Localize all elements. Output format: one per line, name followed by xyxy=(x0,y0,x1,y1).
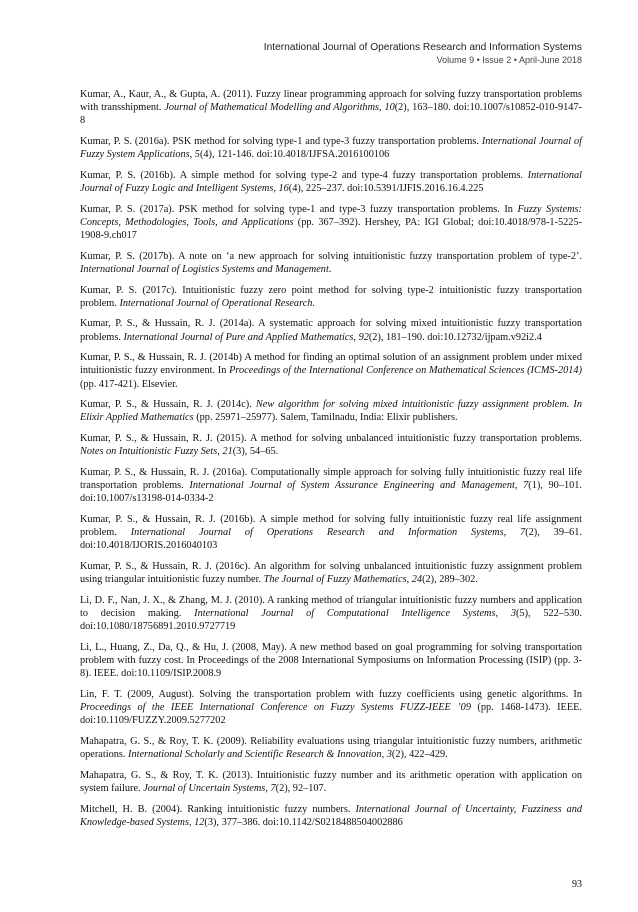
reference-italic-text: New algorithm for solving mixed intuitionistic fuzzy assignment problem. In Elixir Applied Mathematics xyxy=(80,399,582,424)
reference-text: Kumar, P. S., & Hussain, R. J. (2016c). An algorithm for solving unbalanced intuitionistic fuzzy assignment problem using triangular intuitionistic fuzzy number. xyxy=(80,560,582,586)
reference-text: Kumar, P. S. (2017a). PSK method for solving type-1 and type-3 fuzzy transportation problems. In xyxy=(80,203,518,215)
reference-text: . xyxy=(312,297,315,309)
reference-text: Lin, F. T. (2009, August). Solving the transportation problem with fuzzy coefficients using genetic algorithms. In xyxy=(80,688,582,700)
reference-text: , xyxy=(381,748,387,760)
reference-italic-text: Journal of Uncertain Systems xyxy=(143,782,266,794)
reference-entry xyxy=(80,398,582,424)
reference-italic-text: Proceedings of the International Conference on Mathematical Sciences (ICMS-2014) xyxy=(229,365,583,377)
page-number: 93 xyxy=(572,879,582,890)
reference-italic-text: International Journal of Fuzzy System Applications xyxy=(80,135,582,161)
reference-italic-text: 7 xyxy=(520,527,526,539)
reference-italic-text: International Journal of Uncertainty, Fuzziness and Knowledge-based Systems xyxy=(80,803,582,828)
reference-text: (1), 90–101. doi:10.1007/s13198-014-0334-2 xyxy=(80,480,582,505)
reference-italic-text: International Journal of Logistics Systems and Management xyxy=(80,263,329,275)
issue-info: Volume 9 • Issue 2 • April-June 2018 xyxy=(436,55,582,65)
reference-text: Kumar, P. S., & Hussain, R. J. (2014a). A systematic approach for solving mixed intuitionistic fuzzy transportation problems. xyxy=(80,318,582,343)
reference-text: , xyxy=(273,182,279,194)
reference-italic-text: International Journal of Pure and Applied Mathematics xyxy=(123,331,354,343)
reference-text: Li, D. F., Nan, J. X., & Zhang, M. J. (2010). A ranking method of triangular intuitionistic fuzzy numbers and application to decision making. xyxy=(80,594,582,619)
reference-entry xyxy=(80,135,582,161)
reference-italic-text: The Journal of Fuzzy Mathematics xyxy=(263,574,407,586)
reference-entry xyxy=(80,88,582,127)
reference-italic-text: International Journal of Operations Research and Information Systems xyxy=(130,527,504,539)
reference-entry xyxy=(80,203,582,242)
running-header xyxy=(264,41,582,66)
reference-entry xyxy=(80,688,582,727)
reference-text: Kumar, P. S., & Hussain, R. J. (2014c). xyxy=(80,399,256,411)
reference-italic-text: 3 xyxy=(386,748,392,760)
reference-text: (2), 163–180. doi:10.1007/s10852-010-9147-8 xyxy=(80,102,582,127)
reference-italic-text: 3 xyxy=(510,607,516,619)
reference-entry xyxy=(80,594,582,633)
reference-italic-text: 7 xyxy=(270,782,276,794)
reference-entry xyxy=(80,560,582,586)
reference-text: , xyxy=(217,446,223,458)
reference-text: (4), 121-146. doi:10.4018/IJFSA.2016100106 xyxy=(199,149,390,161)
reference-italic-text: 5 xyxy=(194,149,200,161)
reference-text: , xyxy=(353,331,359,343)
reference-text: Kumar, P. S. (2016b). A simple method for solving type-2 and type-4 fuzzy transportation problems. xyxy=(80,169,528,181)
reference-italic-text: 92 xyxy=(358,331,369,343)
reference-italic-text: 21 xyxy=(222,446,233,458)
reference-text: (3), 54–65. xyxy=(232,446,279,458)
reference-text: , xyxy=(514,480,524,492)
reference-text: (5), 522–530. doi:10.1080/18756891.2010.9727719 xyxy=(80,607,582,633)
reference-text: Kumar, P. S., & Hussain, R. J. (2015). A method for solving unbalanced intuitionistic fuzzy transportation problems. xyxy=(80,433,582,445)
reference-italic-text: 7 xyxy=(523,480,529,492)
reference-entry xyxy=(80,513,582,552)
reference-entry xyxy=(80,169,582,195)
reference-text: (pp. 25971–25977). Salem, Tamilnadu, India: Elixir publishers. xyxy=(193,412,458,424)
reference-italic-text: 16 xyxy=(278,182,289,194)
reference-text: Li, L., Huang, Z., Da, Q., & Hu, J. (2008, May). A new method based on goal programming for solving transportation problem with fuzzy cost. In Proceedings of the 2008 International Symposiums on Information Processing (ISIP) (pp. 3-8). IEEE. doi:10.1109/ISIP.2008.9 xyxy=(80,641,582,679)
reference-italic-text: 10 xyxy=(384,102,395,114)
reference-text: (4), 225–237. doi:10.5391/IJFIS.2016.16.4.225 xyxy=(288,182,484,194)
reference-entry xyxy=(80,351,582,390)
reference-text: , xyxy=(379,102,385,114)
reference-text: , xyxy=(188,816,195,828)
reference-text: , xyxy=(189,149,195,161)
reference-entry xyxy=(80,735,582,761)
reference-italic-text: Notes on Intuitionistic Fuzzy Sets xyxy=(80,446,218,458)
reference-entry xyxy=(80,432,582,458)
reference-list xyxy=(80,88,582,836)
reference-text: (2), 289–302. xyxy=(422,574,478,586)
reference-italic-text: International Scholarly and Scientific Research & Innovation xyxy=(128,748,382,760)
reference-italic-text: International Journal of Computational Intelligence Systems xyxy=(194,607,496,619)
reference-italic-text: International Journal of Fuzzy Logic and Intelligent Systems xyxy=(80,169,582,194)
journal-title: International Journal of Operations Research and Information Systems xyxy=(263,42,582,53)
reference-text: Mahapatra, G. S., & Roy, T. K. (2013). Intuitionistic fuzzy number and its arithmetic operation with application on system failure. xyxy=(80,769,582,794)
reference-text: (3), 377–386. doi:10.1142/S0218488504002886 xyxy=(204,816,403,828)
reference-text: (pp. 417-421). Elsevier. xyxy=(80,378,178,390)
reference-text: , xyxy=(406,574,412,586)
reference-text: , xyxy=(495,607,511,619)
reference-italic-text: International Journal of Operational Research xyxy=(119,297,313,309)
reference-text: Mahapatra, G. S., & Roy, T. K. (2009). Reliability evaluations using triangular intuitionistic fuzzy numbers, arithmetic operations. xyxy=(80,735,582,760)
reference-text: , xyxy=(265,782,271,794)
reference-italic-text: Proceedings of the IEEE International Conference on Fuzzy Systems FUZZ-IEEE ’09 xyxy=(80,701,471,713)
reference-text: Kumar, P. S., & Hussain, R. J. (2016b). A simple method for solving fully intuitionistic fuzzy real life assignment problem. xyxy=(80,514,582,539)
reference-text: Kumar, P. S., & Hussain, R. J. (2014b) A method for finding an optimal solution of an assignment problem under mixed intuitionistic fuzzy environment. In xyxy=(80,352,582,377)
reference-entry xyxy=(80,284,582,310)
reference-text: Mitchell, H. B. (2004). Ranking intuitionistic fuzzy numbers. xyxy=(80,803,356,815)
reference-entry xyxy=(80,769,582,795)
reference-entry xyxy=(80,466,582,505)
reference-text: (2), 39–61. doi:10.4018/IJORIS.2016040103 xyxy=(80,527,582,552)
reference-text: (2), 422–429. xyxy=(391,748,448,760)
reference-entry xyxy=(80,317,582,343)
reference-italic-text: Fuzzy Systems: Concepts, Methodologies, Tools, and Applications xyxy=(80,203,582,228)
reference-text: , xyxy=(503,527,521,539)
reference-text: Kumar, P. S. (2016a). PSK method for solving type-1 and type-3 fuzzy transportation problems. xyxy=(80,135,482,147)
reference-text: Kumar, P. S. (2017c). Intuitionistic fuzzy zero point method for solving type-2 intuitionistic fuzzy transportation problem. xyxy=(80,284,582,309)
reference-italic-text: 24 xyxy=(411,574,423,586)
reference-entry xyxy=(80,250,582,276)
reference-text: Kumar, P. S., & Hussain, R. J. (2016a). Computationally simple approach for solving fully intuitionistic fuzzy real life transportation problems. xyxy=(80,467,582,492)
reference-italic-text: 12 xyxy=(194,816,205,828)
reference-entry xyxy=(80,641,582,680)
reference-text: Kumar, P. S. (2017b). A note on ‘a new approach for solving intuitionistic fuzzy transportation problem of type-2’. xyxy=(80,250,582,262)
reference-text: (2), 181–190. doi:10.12732/ijpam.v92i2.4 xyxy=(368,331,542,343)
reference-text: . xyxy=(328,263,332,275)
reference-italic-text: Journal of Mathematical Modelling and Algorithms xyxy=(164,102,380,114)
reference-text: (pp. 367–392). Hershey, PA: IGI Global; doi:10.4018/978-1-5225-1908-9.ch017 xyxy=(80,216,582,241)
reference-entry xyxy=(80,803,582,829)
reference-italic-text: International Journal of System Assurance Engineering and Management xyxy=(189,480,515,492)
reference-text: (2), 92–107. xyxy=(275,782,327,794)
reference-text: (pp. 1468-1473). IEEE. doi:10.1109/FUZZY.2009.5277202 xyxy=(80,701,582,726)
reference-text: Kumar, A., Kaur, A., & Gupta, A. (2011). Fuzzy linear programming approach for solving fuzzy transportation problems with transshipment. xyxy=(80,89,582,114)
